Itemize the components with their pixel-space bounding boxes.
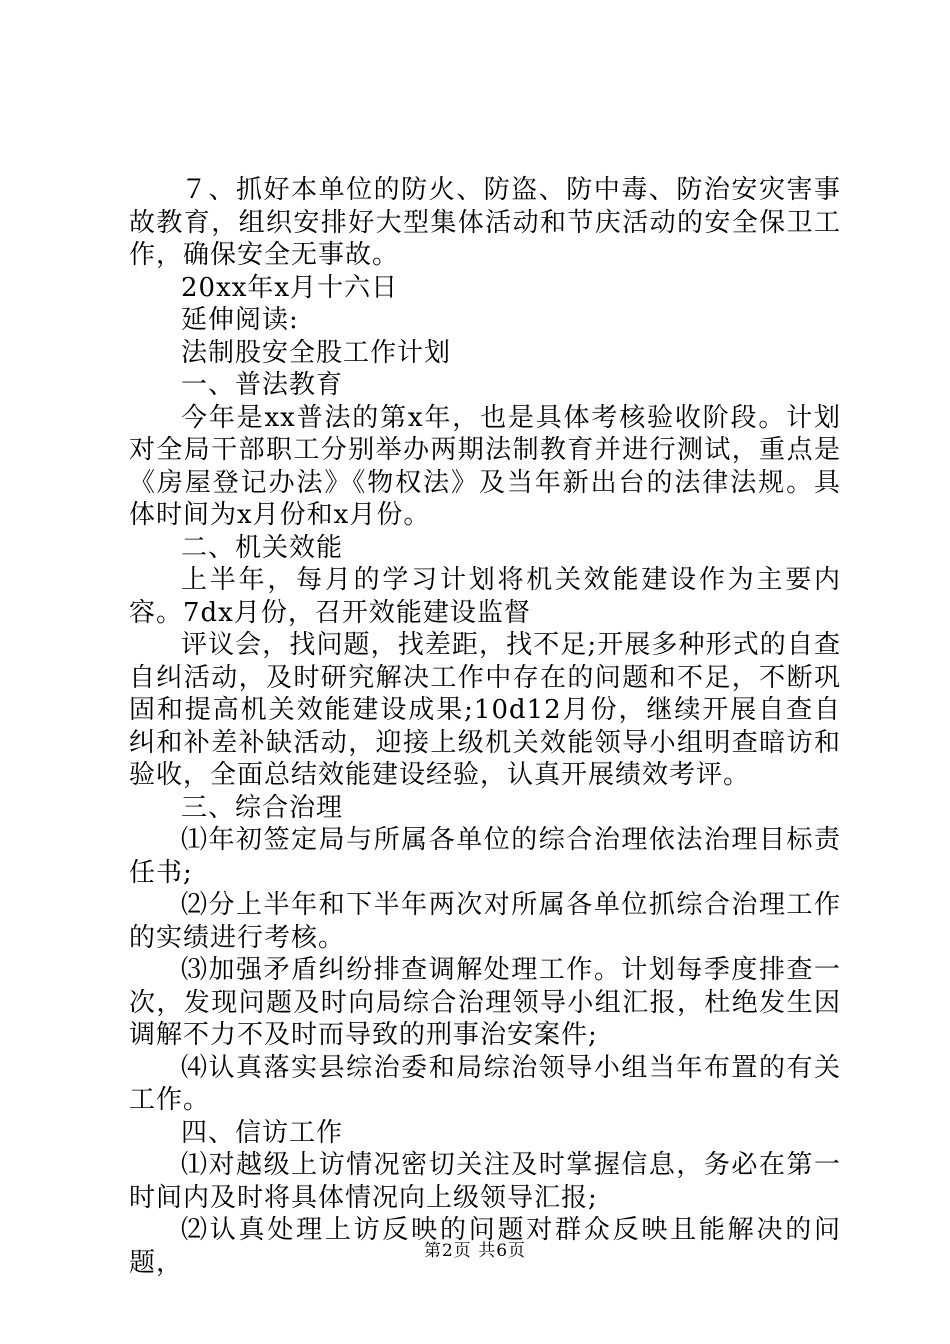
paragraph-efficiency-review: 评议会，找问题，找差距，找不足;开展多种形式的自查自纠活动，及时研究解决工作中存在的问题和不足，不断巩固和提高机关效能建设成果;10d12月份，继续开展自查自纠和补差补缺活动，迎接上级机关效能领导小组明查暗访和验收，全面总结效能建设经验，认真开展绩效考评。 <box>129 630 841 790</box>
paragraph-legal-education: 今年是xx普法的第x年，也是具体考核验收阶段。计划对全局干部职工分别举办两期法制教育并进行测试，重点是《房屋登记办法》《物权法》及当年新出台的法律法规。具体时间为x月份和x月份。 <box>129 402 841 530</box>
page-number-footer: 第2页 共6页 <box>423 1241 527 1261</box>
heading-petition-work: 四、信访工作 <box>181 1117 344 1148</box>
paragraph-item-7: ７、抓好本单位的防火、防盗、防中毒、防治安灾害事故教育，组织安排好大型集体活动和节庆活动的安全保卫工作，确保安全无事故。 <box>129 175 841 270</box>
heading-comprehensive-governance: 三、综合治理 <box>181 792 344 823</box>
date-line: 20xx年x月十六日 <box>181 272 399 303</box>
governance-item-1: ⑴年初签定局与所属各单位的综合治理依法治理目标责任书; <box>129 825 841 888</box>
document-body <box>129 174 841 1279</box>
governance-item-4: ⑷认真落实县综治委和局综治领导小组当年布置的有关工作。 <box>129 1052 841 1115</box>
petition-item-2: ⑵认真处理上访反映的问题对群众反映且能解决的问题， <box>129 1215 841 1278</box>
governance-item-2: ⑵分上半年和下半年两次对所属各单位抓综合治理工作的实绩进行考核。 <box>129 890 841 953</box>
heading-legal-education: 一、普法教育 <box>181 370 344 400</box>
section-title: 法制股安全股工作计划 <box>181 337 452 368</box>
heading-organ-efficiency: 二、机关效能 <box>181 532 344 563</box>
paragraph-efficiency-first-half: 上半年，每月的学习计划将机关效能建设作为主要内容。7dx月份，召开效能建设监督 <box>129 565 841 628</box>
petition-item-1: ⑴对越级上访情况密切关注及时掌握信息，务必在第一时间内及时将具体情况向上级领导汇报; <box>129 1150 841 1213</box>
extended-reading-label: 延伸阅读: <box>181 305 299 335</box>
governance-item-3: ⑶加强矛盾纠纷排查调解处理工作。计划每季度排查一次，发现问题及时向局综合治理领导小组汇报，杜绝发生因调解不力不及时而导致的刑事治安案件; <box>129 955 841 1050</box>
